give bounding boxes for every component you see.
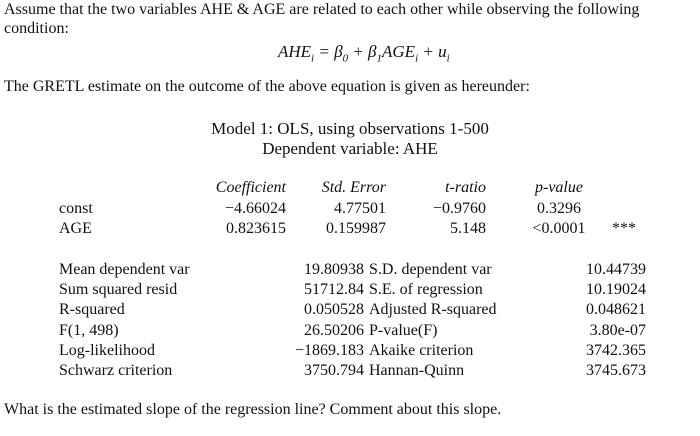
question-text: What is the estimated slope of the regression line? Comment about this slope. (4, 401, 502, 418)
row-const-p: 0.3296 (537, 200, 581, 217)
row-age-coef: 0.823615 (226, 220, 286, 237)
eq-sub-1: 1 (376, 52, 383, 65)
stat-label-right: S.E. of regression (369, 281, 483, 298)
stat-label-left: Mean dependent var (59, 261, 190, 278)
row-const-coef: −4.66024 (224, 200, 286, 217)
stat-label-left: R-squared (59, 301, 125, 318)
stat-value-right: 0.048621 (586, 301, 646, 318)
stat-value-right: 3.80e-07 (589, 322, 646, 339)
stat-label-right: S.D. dependent var (369, 261, 492, 278)
eq-lhs: AHE (278, 42, 312, 61)
eq-sub-i-2: i (415, 52, 419, 65)
stat-value-left: 0.050528 (304, 301, 364, 318)
stat-value-left: 26.50206 (304, 322, 364, 339)
gretl-intro-line: The GRETL estimate on the outcome of the above equation is given as hereunder: (4, 78, 530, 95)
row-age-t: 5.148 (450, 220, 486, 237)
stat-value-right: 3745.673 (586, 362, 646, 379)
dependent-variable: Dependent variable: AHE (262, 139, 438, 158)
stat-label-right: Adjusted R-squared (369, 301, 497, 318)
eq-beta1: β (368, 42, 377, 61)
stat-value-right: 3742.365 (586, 342, 646, 359)
eq-u: u (438, 42, 447, 61)
stat-value-right: 10.19024 (586, 281, 646, 298)
stat-label-left: F(1, 498) (59, 322, 119, 339)
stat-value-right: 10.44739 (586, 261, 646, 278)
stat-label-right: Akaike criterion (369, 342, 474, 359)
row-const-name: const (59, 200, 93, 217)
stat-value-left: 19.80938 (304, 261, 364, 278)
row-age-name: AGE (59, 220, 92, 237)
eq-sub-i: i (311, 52, 315, 65)
stat-label-right: P-value(F) (369, 322, 438, 339)
row-const-t: −0.9760 (432, 200, 486, 217)
row-age-p: <0.0001 (532, 220, 586, 237)
row-const-se: 4.77501 (334, 200, 386, 217)
model-title: Model 1: OLS, using observations 1-500 (211, 119, 489, 138)
row-age-se: 0.159987 (326, 220, 386, 237)
row-age-significance-stars: *** (612, 220, 636, 237)
stat-value-left: 51712.84 (304, 281, 364, 298)
header-t-ratio: t-ratio (445, 179, 486, 196)
eq-plus-2: + (418, 42, 439, 61)
regression-equation (278, 42, 450, 64)
header-coefficient: Coefficient (215, 179, 286, 196)
stat-value-left: −1869.183 (294, 342, 364, 359)
eq-plus-1: + (348, 42, 369, 61)
stat-label-left: Schwarz criterion (59, 362, 173, 379)
eq-age: AGE (382, 42, 416, 61)
eq-beta0: β (334, 42, 343, 61)
stat-label-left: Log-likelihood (59, 342, 155, 359)
eq-sub-0: 0 (342, 52, 349, 65)
header-p-value: p-value (535, 179, 583, 196)
eq-sub-i-3: i (446, 52, 450, 65)
stat-label-left: Sum squared resid (59, 281, 178, 298)
eq-equals: = (314, 42, 335, 61)
stat-label-right: Hannan-Quinn (369, 362, 465, 379)
stat-value-left: 3750.794 (304, 362, 364, 379)
intro-paragraph: Assume that the two variables AHE & AGE are related to each other while observing the following condition: (4, 1, 640, 37)
header-std-error: Std. Error (321, 179, 386, 196)
